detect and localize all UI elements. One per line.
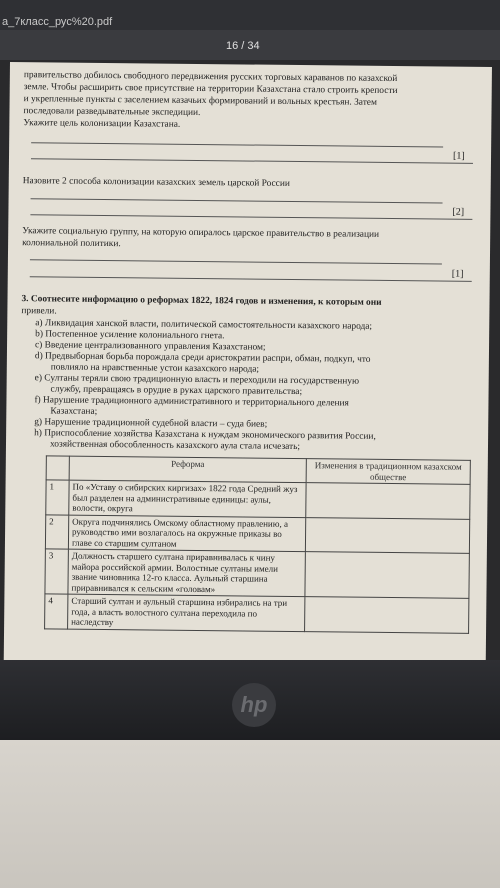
list-item: a) Ликвидация ханской власти, политической самостоятельности казахского народа;	[35, 318, 373, 332]
row-number: 3	[45, 549, 68, 594]
intro-line-1: правительство добилось свободного передвижения русских торговых караванов по казахской	[23, 70, 398, 85]
page-indicator[interactable]: 16 / 34	[226, 40, 260, 52]
reforms-table	[44, 455, 471, 633]
list-item: h) Приспособление хозяйства Казахстана к нуждам экономического развития России,	[34, 428, 376, 442]
question-2: Назовите 2 способа колонизации казахских земель царской России	[22, 176, 290, 189]
list-item: d) Предвыборная борьба порождала среди аристократии распри, обман, подкуп, что	[34, 351, 371, 365]
task-3-heading-cont: привели.	[21, 306, 57, 317]
list-item: b) Постепенное усиление колониального гнета.	[35, 329, 225, 342]
reform-text: Старший султан и аульный старшина избирались на три года, а власть волостного султана переходила по наследству	[68, 594, 305, 631]
list-item: c) Введение централизованного управления Казахстаном;	[34, 340, 266, 353]
row-number: 1	[46, 480, 69, 515]
header-num	[46, 456, 69, 480]
answer-line	[31, 142, 443, 147]
table-row	[45, 594, 469, 633]
score-mark: [2]	[452, 206, 465, 218]
task-3-heading: 3. Соотнесите информацию о реформах 1822, 1824 годов и изменения, к которым они	[21, 294, 382, 308]
row-number: 2	[45, 514, 68, 549]
table-row	[45, 514, 469, 553]
document-page	[4, 62, 492, 668]
header-reform: Реформа	[69, 456, 306, 482]
answer-line	[31, 198, 443, 203]
table-row	[45, 549, 469, 598]
header-changes: Изменения в традиционном казахском обществе	[306, 459, 470, 485]
list-item: повлияло на нравственные устои казахского народа;	[50, 362, 260, 375]
pdf-toolbar	[0, 30, 500, 60]
change-cell[interactable]	[305, 597, 469, 633]
intro-line-4: последовали разведывательные экспедиции.	[23, 106, 201, 118]
score-mark: [1]	[452, 150, 465, 162]
reform-text: По «Уставу о сибирских киргизах» 1822 года Средний жуз был разделен на административные единицы: аулы, волости, округа	[69, 480, 306, 517]
reform-text: Должность старшего султана приравнивалась к чину майора российской армии. Волостные султаны имели звание чиновника 12-го класса. Аульный старшина приравнивался к сельским «головам»	[68, 549, 305, 596]
list-item: e) Султаны теряли свою традиционную власть и переходили на государственную	[34, 373, 360, 387]
table-row	[46, 480, 470, 519]
desk-surface	[0, 740, 500, 888]
score-mark: [1]	[451, 268, 464, 280]
intro-line-2: земле. Чтобы расширить свое присутствие на территории Казахстана стало строить крепости	[23, 82, 398, 97]
tab-title[interactable]: a_7класс_рус%20.pdf	[2, 16, 113, 28]
row-number: 4	[45, 594, 68, 629]
list-item: службу, превращаясь в орудие в руках царского правительства;	[50, 384, 303, 398]
list-item: g) Нарушение традиционной судебной власти – суда биев;	[34, 417, 268, 430]
browser-tab-bar	[0, 0, 500, 30]
change-cell[interactable]	[306, 483, 470, 519]
answer-line	[30, 214, 472, 220]
intro-line-3: и укрепленные пункты с заселением казачьих формирований и вольных крестьян. Затем	[23, 94, 377, 108]
hp-logo: hp	[232, 683, 276, 727]
list-item: хозяйственная обособленность казахского аула стала исчезать;	[49, 439, 301, 453]
question-1: Укажите цель колонизации Казахстана.	[23, 118, 181, 130]
change-cell[interactable]	[305, 517, 469, 553]
list-item: f) Нарушение традиционного административного и территориального деления	[34, 395, 349, 409]
change-cell[interactable]	[305, 552, 469, 599]
question-3-line-2: колониальной политики.	[22, 238, 121, 250]
list-item: Казахстана;	[50, 406, 98, 417]
reform-text: Округа подчинялись Омскому областному правлению, а руководство ими возлагалось на окружные приказы во главе со старшим султаном	[68, 515, 305, 552]
answer-line	[31, 158, 473, 164]
answer-line	[30, 276, 472, 282]
answer-line	[30, 259, 442, 264]
question-3-line-1: Укажите социальную группу, на которую опиралось царское правительство в реализации	[22, 226, 380, 240]
